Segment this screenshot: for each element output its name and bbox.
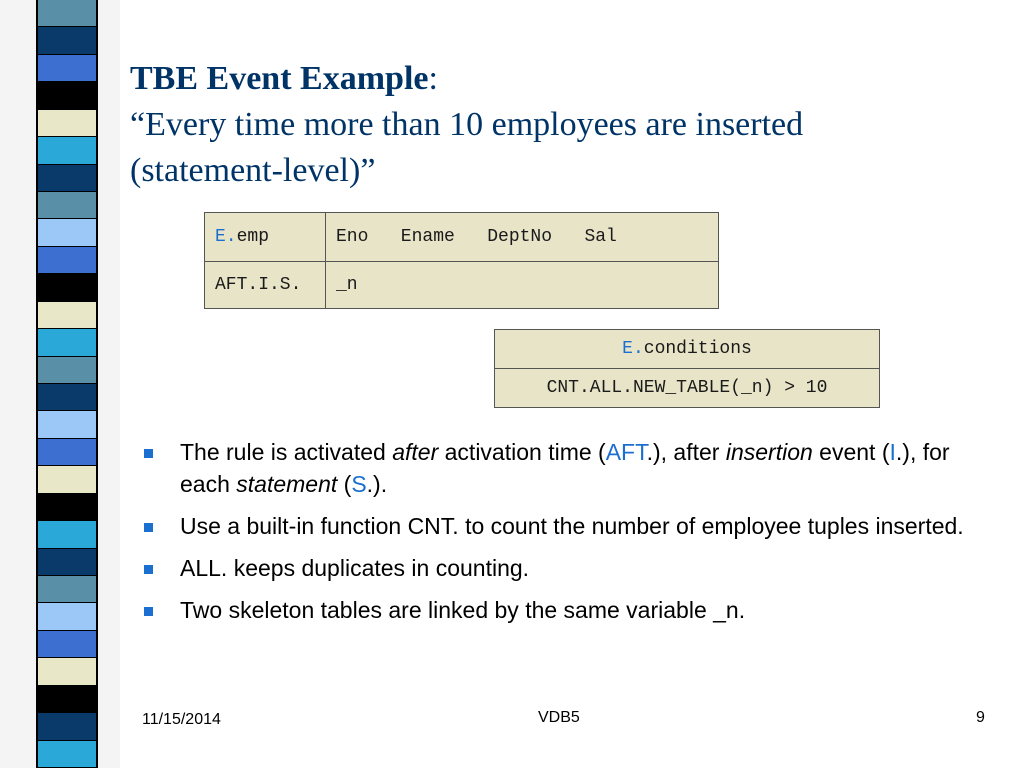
decorative-stripe xyxy=(38,686,96,713)
decorative-stripe xyxy=(38,494,96,521)
decorative-stripe xyxy=(38,0,96,27)
decorative-stripe xyxy=(38,110,96,137)
decorative-stripe xyxy=(38,82,96,109)
title-quote-line2: (statement-level)” xyxy=(130,152,376,189)
table-name-cell xyxy=(205,213,326,262)
slide-title xyxy=(130,56,1010,194)
footer-date: 11/15/2014 xyxy=(142,711,221,728)
bullet-emphasis: insertion xyxy=(725,439,813,465)
decorative-stripe xyxy=(38,165,96,192)
table-row xyxy=(495,369,880,408)
condition-cell: CNT.ALL.NEW_TABLE(_n) > 10 xyxy=(495,369,880,408)
event-prefix: E. xyxy=(622,339,644,359)
skeleton-table-emp xyxy=(204,212,719,309)
decorative-stripe xyxy=(38,274,96,301)
event-prefix: E. xyxy=(215,227,237,247)
variable-cell: _n xyxy=(326,262,719,309)
bullet-keyword: I xyxy=(889,439,896,465)
footer-center-label: VDB5 xyxy=(538,709,580,726)
decorative-stripe xyxy=(38,631,96,658)
decorative-stripe xyxy=(38,466,96,493)
decorative-stripe xyxy=(38,357,96,384)
bullet-item: Two skeleton tables are linked by the same variable _n. xyxy=(142,594,982,626)
table-row xyxy=(495,330,880,369)
title-colon: : xyxy=(428,60,438,97)
table-name: emp xyxy=(236,227,270,247)
decorative-stripe xyxy=(38,439,96,466)
decorative-stripe xyxy=(38,603,96,630)
table-row xyxy=(205,213,719,262)
skeleton-table-conditions xyxy=(494,329,880,408)
decorative-stripe xyxy=(38,329,96,356)
conditions-name: conditions xyxy=(643,339,752,359)
decorative-side-strip xyxy=(0,0,120,768)
decorative-stripe xyxy=(38,384,96,411)
decorative-stripe xyxy=(38,521,96,548)
bullet-list xyxy=(142,436,982,636)
bullet-keyword: S xyxy=(351,471,367,497)
title-quote-line1: “Every time more than 10 employees are inserted xyxy=(130,106,804,143)
decorative-stripe xyxy=(38,302,96,329)
decorative-stripe xyxy=(38,247,96,274)
bullet-text: ( xyxy=(337,471,352,497)
bullet-text: .), for each xyxy=(180,439,950,497)
decorative-stripe xyxy=(38,192,96,219)
decorative-stripe xyxy=(38,658,96,685)
decorative-stripe xyxy=(38,411,96,438)
bullet-item: ALL. keeps duplicates in counting. xyxy=(142,552,982,584)
bullet-emphasis: after xyxy=(392,439,439,465)
bullet-text: event ( xyxy=(812,439,890,465)
bullet-item xyxy=(142,436,982,500)
decorative-stripe xyxy=(38,576,96,603)
decorative-stripe-band xyxy=(36,0,98,768)
decorative-stripe xyxy=(38,137,96,164)
table-row xyxy=(205,262,719,309)
page-number: 9 xyxy=(976,709,985,726)
bullet-item: Use a built-in function CNT. to count the number of employee tuples inserted. xyxy=(142,510,982,542)
decorative-stripe xyxy=(38,55,96,82)
event-operator-cell: AFT.I.S. xyxy=(205,262,326,309)
decorative-stripe xyxy=(38,713,96,740)
decorative-stripe xyxy=(38,219,96,246)
bullet-text: The rule is activated xyxy=(180,439,393,465)
conditions-header-cell xyxy=(495,330,880,369)
title-bold: TBE Event Example xyxy=(130,60,429,97)
bullet-text: .), after xyxy=(646,439,726,465)
decorative-stripe xyxy=(38,549,96,576)
bullet-text: .). xyxy=(366,471,388,497)
column-header-cell: Eno Ename DeptNo Sal xyxy=(326,213,719,262)
decorative-stripe xyxy=(38,741,96,768)
bullet-keyword: AFT xyxy=(605,439,647,465)
decorative-stripe xyxy=(38,27,96,54)
bullet-emphasis: statement xyxy=(236,471,338,497)
bullet-text: activation time ( xyxy=(438,439,606,465)
